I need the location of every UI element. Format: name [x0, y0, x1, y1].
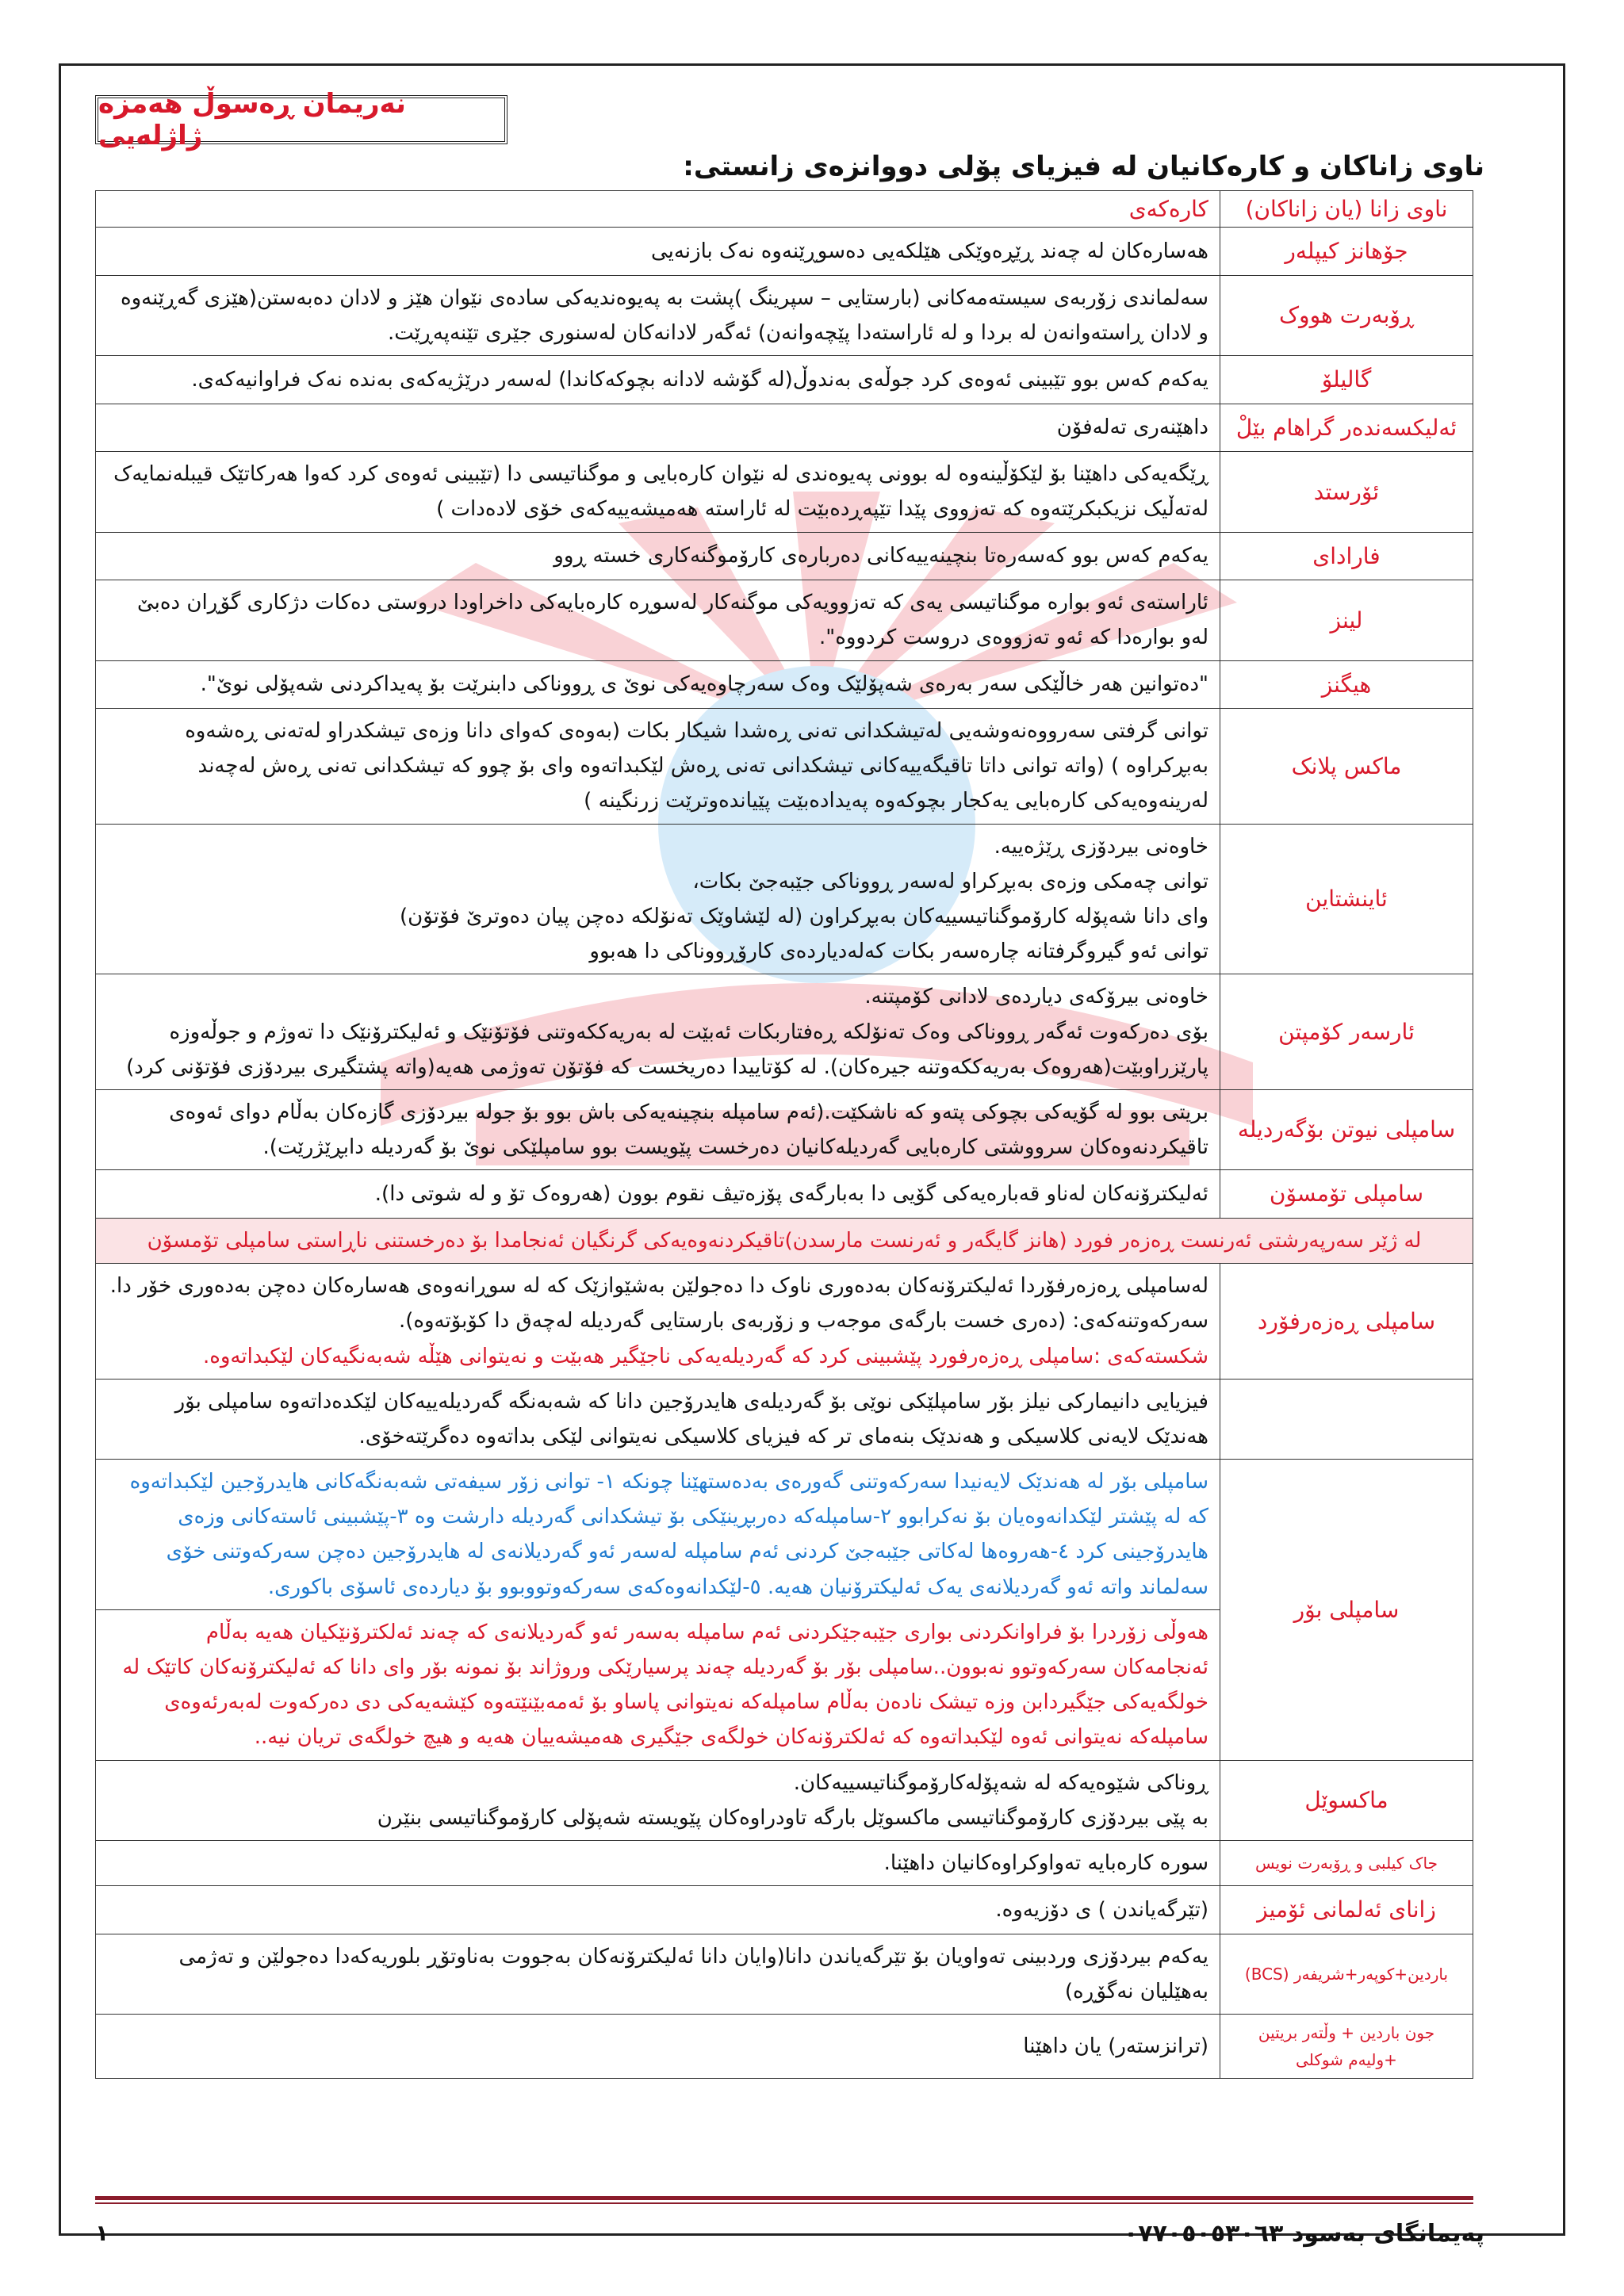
table-row	[96, 709, 1473, 825]
table-row	[96, 1460, 1473, 1761]
scientist-work	[96, 1934, 1220, 2014]
author-name-box: نەریمان ڕەسوڵ هەمزە ژاژلەیی	[95, 95, 508, 144]
scientist-name: ئۆرستد	[1220, 452, 1473, 532]
table-row	[96, 660, 1473, 709]
work-line: فیزیایی دانیمارکی نیلز بۆر سامپلێکی نوێی بۆ گەردیلەی هایدرۆجین دانا کە شەبەنگە گەردیلەییەکان لێکدەداتەوە سامپلی بۆر هەندێک لایەنی کلاسیکی و هەندێک بنەمای تر کە فیزیای کلاسیکی نەیتوانی لێکی بداتەوە دەگرێتەخۆی.	[174, 1389, 1208, 1448]
scientist-work	[96, 452, 1220, 532]
scientist-work	[96, 1760, 1220, 1840]
page-number: ١	[95, 2220, 109, 2246]
scientist-name: ڕۆبەرت هووک	[1220, 275, 1473, 355]
page-title: ناوی زاناکان و کارەکانیان لە فیزیای پۆلی دووانزەی زانستی:	[683, 151, 1484, 182]
table-row	[96, 1089, 1473, 1169]
table-row	[96, 1886, 1473, 1934]
table-row	[96, 580, 1473, 660]
scientist-work	[96, 532, 1220, 580]
work-line: "دەتوانین هەر خاڵێکی سەر بەرەی شەپۆلێک وەک سەرچاوەیەکی نوێ ی ڕووناکی دابنرێت بۆ پەیداکردنی شەپۆلی نوێ".	[200, 672, 1208, 697]
scientist-work	[96, 974, 1220, 1090]
work-line: خاوەنی بیردۆزی ڕێژەییە.	[994, 834, 1208, 859]
table-row	[96, 824, 1473, 974]
scientist-name: جۆهانز کیپلەر	[1220, 228, 1473, 276]
work-line: شکستەکەی :سامپلی ڕەزەرفورد پێشبینی کرد کە گەردیلەیەکی ناجێگیر هەبێت و نەیتوانی هێڵە شەبەنگیەکان لێکبداتەوە.	[202, 1344, 1208, 1368]
scientist-name: ئاینشتاین	[1220, 824, 1473, 974]
table-row	[96, 1379, 1473, 1459]
work-line: داهێنەری تەلەفۆن	[1056, 415, 1208, 440]
table-row	[96, 1760, 1473, 1840]
scientist-name: هیگنز	[1220, 660, 1473, 709]
table-row	[96, 532, 1473, 580]
table-row	[96, 275, 1473, 355]
full-width-note	[96, 1218, 1473, 1263]
scientist-work	[96, 228, 1220, 276]
scientist-work	[96, 1089, 1220, 1169]
work-line: توانی ئەو گیروگرفتانە چارەسەر بکات کەلەدیاردەی کارۆڕووناکی دا هەبوو	[589, 939, 1208, 964]
work-line: ڕوناکی شێوەیەکە لە شەپۆلەکارۆموگناتیسییەکان.	[793, 1770, 1208, 1795]
scientist-name: جون باردین + وڵتەر بریتین +ولیەم شوکلی	[1220, 2015, 1473, 2079]
table-row	[96, 452, 1473, 532]
work-line: سامپلی بۆر لە هەندێک لایەنیدا سەرکەوتنی گەورەی بەدەستهێنا چونکە ١- توانی زۆر سیفەتی شەبەنگەکانی هایدرۆجین لێکبداتەوە کە لە پێشتر لێکدانەوەیان بۆ نەکرابوو ٢-سامپلەکە دەربڕینێکی بۆ تیشکدانی گەردیلە دارشت وە ٣-پێشبینی ئاستەکانی وزەی هایدرۆجینی کرد ٤-هەروەها لەکاتی جێبەجێ کردنی ئەم سامپلە لەسەر ئەو گەردیلانەی لە هایدرۆجین دەچن سەرکەوتنی خۆی سەلماند واتە ئەو گەردیلانەی یەک ئەلیکترۆنیان هەیە. ٥-لێکدانەوەکەی سەرکەوتووبوو بۆ دیاردەی ئاسۆی باکوری.	[129, 1470, 1208, 1599]
scientist-name: گالیلۆ	[1220, 355, 1473, 404]
work-line: بە پێی بیردۆزی کارۆموگناتیسی ماکسوێل بارگە تاودراوەکان پێویستە شەپۆلی کارۆموگناتیسی بنێرن	[377, 1805, 1208, 1830]
footer-institute: پەیمانگای بەسود ٠٧٧٠٥٠٥٣٠٦٣	[1123, 2220, 1484, 2248]
scientist-work	[96, 1840, 1220, 1885]
scientist-work	[96, 1379, 1220, 1459]
scientist-work	[96, 2015, 1220, 2079]
work-line: خاوەنی بیرۆکەی دیاردەی لادانی کۆمپتنە.	[864, 985, 1208, 1009]
work-line: (ترانزستەر) یان داهێنا	[1023, 2034, 1208, 2058]
table-header-row	[96, 191, 1473, 228]
table-body	[96, 228, 1473, 2079]
scientist-name: سامپلی نیوتن بۆگەردیلە	[1220, 1089, 1473, 1169]
table-row	[96, 2015, 1473, 2079]
table-row	[96, 228, 1473, 276]
scientist-work	[96, 1886, 1220, 1934]
scientist-name: باردین+کوپەر+شریفەر (BCS)	[1220, 1934, 1473, 2014]
work-line: یەکەم کەس بوو کەسەرەتا بنچینەییەکانی دەربارەی کارۆموگنەکاری خستە ڕوو	[553, 544, 1208, 568]
work-line: توانی گرفتی سەرووەنەوشەیی لەتیشکدانی تەنی ڕەشدا شیکار بکات (بەوەی کەوای دانا وزەی تیشکدراو لەتەنی ڕەشەوە بەبڕکراوە ) (واتە توانی داتا تاقیگەییەکانی تیشکدانی تەنی ڕەش لێکبداتەوە وای بۆ چوو کە تیشکدانی تەنی ڕەش لەچەند لەرینەوەیەکی کارەبایی یەکجار بچوکەوە پەیدادەبێت پێیاندەوترێت زرنگینە )	[185, 719, 1208, 813]
scientist-work	[96, 275, 1220, 355]
header-work: کارەکەی	[96, 191, 1220, 228]
work-line: سەلماندی زۆربەی سیستەمەکانی (بارستایی – سپرینگ )پشت بە پەیوەندیەکی سادەی نێوان هێز و لادان دەبەستن(هێزی گەڕێنەوە و لادان ڕاستەوانەن لە بردا و لە ئاراستەدا پێچەوانەن) ئەگەر لادانەکان لەسنوری جێری تێنەپەڕێت.	[120, 285, 1208, 345]
scientist-work	[96, 709, 1220, 825]
table-row	[96, 974, 1473, 1090]
work-line: توانی چەمکی وزەی بەبڕکراو لەسەر ڕووناکی جێبەجێ بکات،	[692, 869, 1208, 894]
scientist-name: لینز	[1220, 580, 1473, 660]
work-line: بریتی بوو لە گۆیەکی بچوکی پتەو کە ناشکێت.(ئەم سامپلە بنچینەیەکی باش بوو بۆ جولە بیردۆزی گازەکان بەڵام دوای ئەوەی تاقیکردنەوەکان سرووشتی کارەبایی گەردیلەکانیان دەرخست پێویست بوو سامپلێکی نوێ بۆ گەردیلە دابڕێژرێت).	[169, 1100, 1208, 1160]
work-line: وای دانا شەپۆلە کارۆموگناتیسییەکان بەبڕکراون (لە لێشاوێک تەنۆلکە دەچن پیان دەوترێ فۆتۆن)	[400, 905, 1208, 929]
work-line: یەکەم بیردۆزی وردبینی تەواویان بۆ تێرگەیاندن دانا(وایان دانا ئەلیکترۆنەکان بەجووت بەناوتۆڕ بلوریەکەدا دەجولێن و تەژمی بەهێلیان نەگۆڕە)	[178, 1944, 1208, 2003]
scientist-name: زانای ئەلمانی ئۆمیز	[1220, 1886, 1473, 1934]
note-line: لە ژێر سەرپەرشتی ئەرنست ڕەزەر فورد (هانز گایگەر و ئەرنست مارسدن)تاقیکردنەوەیەکی گرنگیان ئەنجامدا بۆ دەرخستنی ناڕاستی سامپلی تۆمسۆن	[147, 1228, 1422, 1253]
scientist-name: سامپلی بۆر	[1220, 1460, 1473, 1761]
scientist-name	[1220, 1379, 1473, 1459]
scientist-name: ماکس پلانک	[1220, 709, 1473, 825]
work-line: سەرکەوتنەکەی: (دەری خست بارگەی موجەب و زۆربەی بارستایی گەردیلە لەچەق دا کۆبۆتەوە).	[398, 1309, 1208, 1334]
table-row	[96, 1170, 1473, 1219]
work-line: (تێرگەیاندن ) ی دۆزیەوە.	[995, 1897, 1208, 1922]
scientist-work	[96, 660, 1220, 709]
scientist-work	[96, 580, 1220, 660]
work-line: سورە کارەبایە تەواوکراوەکانیان داهێنا.	[883, 1850, 1208, 1875]
scientist-work	[96, 1170, 1220, 1219]
work-line: ڕێگەیەکی داهێنا بۆ لێکۆڵینەوە لە بوونی پەیوەندی لە نێوان کارەبایی و موگناتیسی دا (تێبینی ئەوەی کرد کەوا هەرکاتێک قیبلەنمایەک لەتەڵیک نزیکبکرێتەوە کە تەزووی پێدا تێپەڕدەبێت لە ئاراستە هەمیشەییەکەی خۆی لادەدات )	[113, 462, 1208, 522]
footer-rule	[95, 2196, 1473, 2204]
work-line: بۆی دەرکەوت ئەگەر ڕووناکی وەک تەنۆلکە ڕەفتاربکات ئەبێت لە بەریەککەوتنی فۆتۆنێک و ئەلیکترۆنێک دا تەوژم و جوڵەوزە پارێزراوبێت(هەروەک بەریەککەوتنە جیرەکان). لە کۆتاییدا دەریخست کە فۆتۆن تەوژمی هەیە(واتە پشتگیری بیردۆزی فۆتۆنی کرد)	[126, 1020, 1208, 1079]
table-row	[96, 1218, 1473, 1263]
scientist-name: سامپلی تۆمسۆن	[1220, 1170, 1473, 1219]
scientist-work	[96, 1460, 1220, 1761]
table-row	[96, 1840, 1473, 1885]
work-line: یەکەم کەس بوو تێبینی ئەوەی کرد جوڵەی بەندوڵ(لە گۆشە لادانە بچوکەکاندا) لەسەر درێژیەکەی بەندە نەک فراوانیەکەی.	[191, 367, 1208, 392]
work-line: لەسامپلی ڕەزەرفۆردا ئەلیکترۆنەکان بەدەوری ناوک دا دەجولێن بەشێوازێک کە لە سوڕانەوەی هەسارەکان دەچن بەدەوری خۆر دا.	[109, 1274, 1208, 1299]
scientists-table	[95, 190, 1473, 2079]
work-line: ئەلیکترۆنەکان لەناو قەبارەیەکی گۆیی دا بەبارگەی پۆزەتیڤ نقوم بوون (هەروەک تۆ و لە شوتی دا).	[374, 1182, 1208, 1207]
table-row	[96, 404, 1473, 452]
scientist-work	[96, 355, 1220, 404]
work-line: ئاراستەی ئەو بوارە موگناتیسی یەی کە تەزوویەکی موگنەکار لەسوڕە کارەبایەکی داخراودا دروستی دەکات دژکاری گۆڕان دەبێ لەو بوارەدا کە ئەو تەزووەی دروست کردووە".	[136, 591, 1208, 650]
scientist-name: فارادای	[1220, 532, 1473, 580]
scientist-name: ئارسەر کۆمپتن	[1220, 974, 1473, 1090]
table-row	[96, 1264, 1473, 1380]
table-row	[96, 1934, 1473, 2014]
work-line: هەوڵی زۆردرا بۆ فراوانکردنی بواری جێبەجێکردنی ئەم سامپلە بەسەر ئەو گەردیلانەی کە چەند ئەلکترۆنێکیان هەیە بەڵام ئەنجامەکان سەرکەوتوو نەبوون..سامپلی بۆر بۆ گەردیلە چەند پرسیارێکی وروژاند بۆ نمونە بۆر وای دانا کە ئەلیکترۆنەکان کاتێک لە خولگەیەکی جێگیردابن وزە تیشک نادەن بەڵام سامپلەکە نەیتوانی پاساو بۆ ئەمەبێنێتەوە کێشەیەکی دی دەرکەوت لەبەرئەوەی سامپلەکە نەیتوانی ئەوە لێکبداتەوە کە ئەلکترۆنەکان خولگەی جێگیری هەمیشەییان هەیە و هیچ خولگەی تریان نیە..	[122, 1620, 1208, 1750]
scientist-name: جاک کیلبی و ڕۆبەرت نویس	[1220, 1840, 1473, 1885]
scientist-name: ئەلیکسەندەر گراهام بێلْ	[1220, 404, 1473, 452]
scientist-work	[96, 1264, 1220, 1380]
header-name: ناوی زانا (یان زاناکان)	[1220, 191, 1473, 228]
work-line: هەسارەکان لە چەند ڕێڕەوێکی هێلکەیی دەسوڕێنەوە نەک بازنەیی	[650, 239, 1208, 263]
table-row	[96, 355, 1473, 404]
scientist-name: سامپلی ڕەزەرفۆرد	[1220, 1264, 1473, 1380]
scientist-name: ماکسوێل	[1220, 1760, 1473, 1840]
scientist-work	[96, 404, 1220, 452]
scientist-work	[96, 824, 1220, 974]
